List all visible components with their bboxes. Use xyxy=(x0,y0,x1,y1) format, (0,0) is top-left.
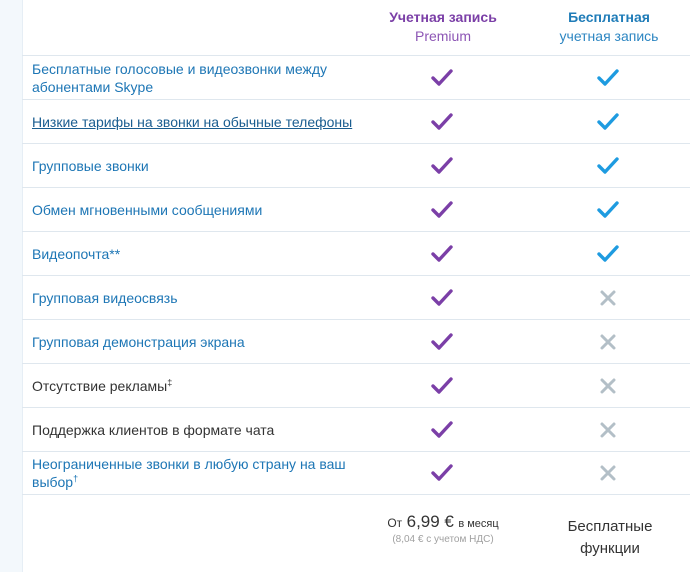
price-from-label: От xyxy=(387,516,403,530)
free-price-line2: функции xyxy=(580,540,640,557)
premium-check-icon xyxy=(431,201,453,219)
free-check-icon xyxy=(597,201,619,219)
premium-check-icon xyxy=(431,245,453,263)
premium-check-icon xyxy=(431,421,453,439)
footnote-mark: † xyxy=(73,473,79,484)
table-row xyxy=(22,99,690,143)
free-cross-icon xyxy=(597,333,619,351)
feature-label: Групповая видеосвязь xyxy=(32,289,178,306)
feature-label: Обмен мгновенными сообщениями xyxy=(32,201,263,218)
left-sidebar-strip xyxy=(0,0,23,572)
table-row xyxy=(22,363,690,407)
premium-check-icon xyxy=(431,113,453,131)
premium-header-subtitle: Premium xyxy=(414,28,471,44)
free-header-subtitle: учетная запись xyxy=(559,28,659,44)
free-price xyxy=(550,516,670,560)
free-cross-icon xyxy=(597,464,619,482)
price-period: в месяц xyxy=(458,518,499,530)
premium-price-line xyxy=(372,512,514,532)
free-check-icon xyxy=(597,113,619,131)
price-vat-note: (8,04 € с учетом НДС) xyxy=(392,534,494,545)
feature-label: Видеопочта** xyxy=(32,245,121,262)
premium-check-icon xyxy=(431,157,453,175)
footnote-mark: ‡ xyxy=(167,376,173,387)
feature-label-text: Отсутствие рекламы xyxy=(32,377,168,394)
table-row xyxy=(22,143,690,187)
price-amount: 6,99 € xyxy=(406,512,454,531)
table-row xyxy=(22,231,690,275)
feature-label: Групповые звонки xyxy=(32,157,149,174)
free-cross-icon xyxy=(597,421,619,439)
table-row xyxy=(22,275,690,319)
table-row xyxy=(22,407,690,451)
premium-check-icon xyxy=(431,333,453,351)
free-check-icon xyxy=(597,69,619,87)
feature-label-text: Неограниченные звонки в любую страну на ваш выбор xyxy=(32,456,346,490)
table-row xyxy=(22,319,690,363)
feature-label xyxy=(32,455,362,491)
free-cross-icon xyxy=(597,289,619,307)
premium-check-icon xyxy=(431,69,453,87)
free-cross-icon xyxy=(597,377,619,395)
premium-check-icon xyxy=(431,289,453,307)
premium-check-icon xyxy=(431,464,453,482)
free-header-title: Бесплатная xyxy=(568,9,650,25)
feature-label xyxy=(32,377,362,395)
free-price-line1: Бесплатные xyxy=(567,518,653,535)
premium-price xyxy=(372,512,514,545)
feature-label: Групповая демонстрация экрана xyxy=(32,333,245,350)
premium-check-icon xyxy=(431,377,453,395)
premium-header-title: Учетная запись xyxy=(389,9,497,25)
table-row xyxy=(22,451,690,495)
feature-label: Поддержка клиентов в формате чата xyxy=(32,421,275,438)
free-check-icon xyxy=(597,157,619,175)
free-check-icon xyxy=(597,245,619,263)
free-column-header xyxy=(538,8,680,46)
feature-link-low-rates[interactable]: Низкие тарифы на звонки на обычные телефоны xyxy=(32,113,353,130)
feature-comparison-table xyxy=(22,55,690,495)
table-row xyxy=(22,187,690,231)
table-row xyxy=(22,55,690,99)
feature-label: Бесплатные голосовые и видеозвонки между абонентами Skype xyxy=(32,60,327,95)
premium-column-header xyxy=(372,8,514,46)
